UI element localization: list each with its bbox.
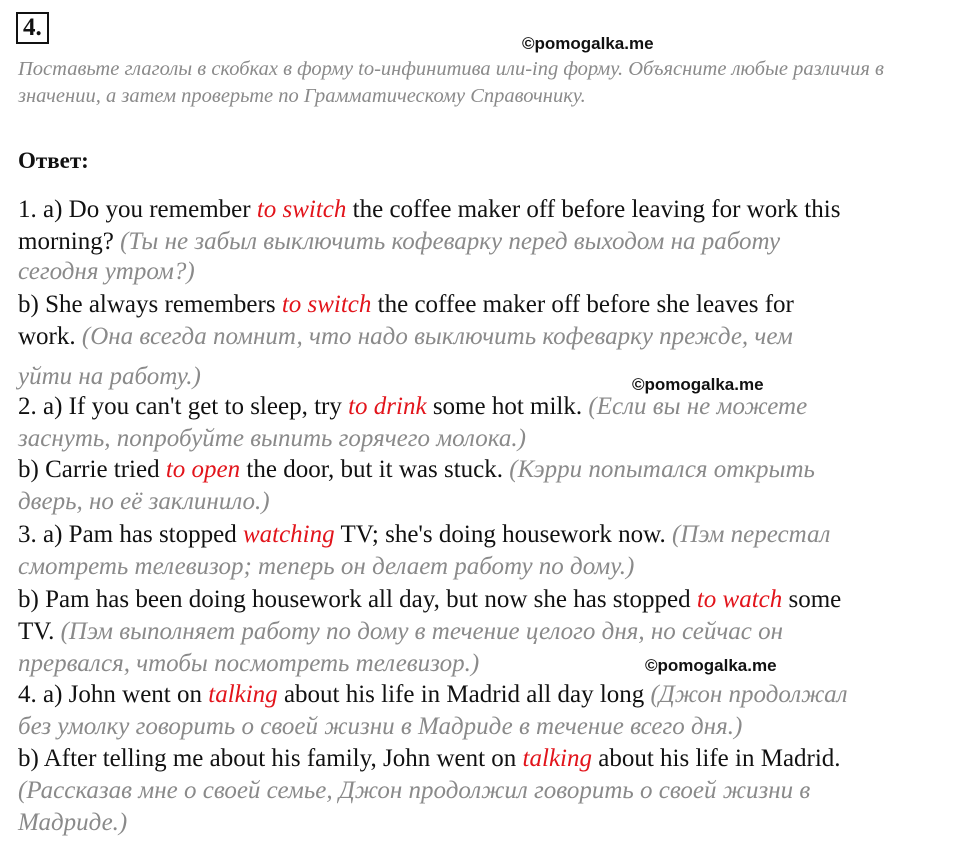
answer-line — [18, 712, 742, 742]
answer-text: 4. a) John went on — [18, 681, 209, 708]
answer-text: morning? — [18, 228, 121, 255]
answer-verb: to drink — [348, 393, 427, 420]
translation-text: (Если вы не можете — [588, 393, 808, 420]
translation-text: прервался, чтобы посмотреть телевизор.) — [18, 650, 480, 677]
answer-text: b) After telling me about his family, John went on — [18, 745, 523, 772]
answer-verb: talking — [522, 745, 592, 772]
answer-text: b) Pam has been doing housework all day, but now she has stopped — [18, 586, 697, 613]
answer-verb: to switch — [256, 196, 347, 223]
watermark: ©pomogalka.me — [645, 656, 777, 675]
answer-text: TV. — [18, 618, 61, 645]
answer-line — [18, 585, 841, 615]
answer-line — [18, 455, 815, 485]
watermark: ©pomogalka.me — [522, 34, 654, 53]
answer-line — [18, 552, 634, 582]
translation-text: дверь, но её заклинило.) — [18, 488, 270, 515]
answer-line — [18, 195, 840, 225]
answer-line — [18, 392, 807, 422]
translation-text: (Пэм выполняет работу по дому в течение целого дня, но сейчас он — [60, 618, 784, 645]
answer-text: 1. a) Do you remember — [18, 196, 257, 223]
answer-verb: to watch — [696, 586, 783, 613]
answer-line — [18, 362, 201, 392]
answer-line — [18, 520, 830, 550]
answer-verb: talking — [208, 681, 278, 708]
answer-text: about his life in Madrid all day long — [277, 681, 651, 708]
answer-line — [18, 424, 526, 454]
answer-line — [18, 776, 810, 806]
answer-line — [18, 808, 127, 838]
translation-text: (Пэм перестал — [672, 521, 831, 548]
answer-text: about his life in Madrid. — [591, 745, 841, 772]
translation-text: смотреть телевизор; теперь он делает работу по дому.) — [18, 553, 635, 580]
translation-text: (Рассказав мне о своей семье, Джон продолжил говорить о своей жизни в — [18, 777, 811, 804]
answer-text: 2. a) If you can't get to sleep, try — [18, 393, 349, 420]
translation-text: уйти на работу.) — [18, 363, 201, 390]
answer-text: the coffee maker off before she leaves for — [371, 291, 794, 318]
translation-text: (Кэрри попытался открыть — [509, 456, 815, 483]
answer-verb: to switch — [281, 291, 372, 318]
answer-text: the coffee maker off before leaving for work this — [346, 196, 841, 223]
answer-text: 3. a) Pam has stopped — [18, 521, 243, 548]
answer-line — [18, 290, 794, 320]
answer-text: some — [782, 586, 842, 613]
answer-text: b) She always remembers — [18, 291, 282, 318]
answer-line — [18, 257, 195, 287]
translation-text: (Она всегда помнит, что надо выключить кофеварку прежде, чем — [81, 323, 793, 350]
answer-line — [18, 680, 847, 710]
translation-text: (Ты не забыл выключить кофеварку перед выходом на работу — [120, 228, 781, 255]
translation-text: Мадриде.) — [18, 809, 128, 836]
translation-text: без умолку говорить о своей жизни в Мадриде в течение всего дня.) — [18, 713, 743, 740]
answer-line — [18, 322, 793, 352]
watermark: ©pomogalka.me — [632, 375, 764, 394]
answer-title: Ответ: — [18, 148, 89, 173]
answer-line — [18, 487, 270, 517]
instruction-text: Поставьте глаголы в скобках в форму to-инфинитива или-ing форму. Объясните любые различия в значении, а затем проверьте по Грамматическому Справочнику. — [18, 58, 884, 107]
answer-text: work. — [18, 323, 82, 350]
answer-text: TV; she's doing housework now. — [334, 521, 672, 548]
translation-text: заснуть, попробуйте выпить горячего молока.) — [18, 425, 526, 452]
translation-text: (Джон продолжал — [650, 681, 848, 708]
answer-text: some hot milk. — [426, 393, 589, 420]
answer-line — [18, 649, 479, 679]
answer-line — [18, 617, 783, 647]
answer-verb: watching — [242, 521, 335, 548]
answer-line — [18, 744, 841, 774]
answer-text: b) Carrie tried — [18, 456, 166, 483]
exercise-number: 4. — [16, 12, 49, 44]
translation-text: сегодня утром?) — [18, 258, 195, 285]
answer-text: the door, but it was stuck. — [240, 456, 510, 483]
answer-verb: to open — [165, 456, 241, 483]
answer-line — [18, 227, 780, 257]
